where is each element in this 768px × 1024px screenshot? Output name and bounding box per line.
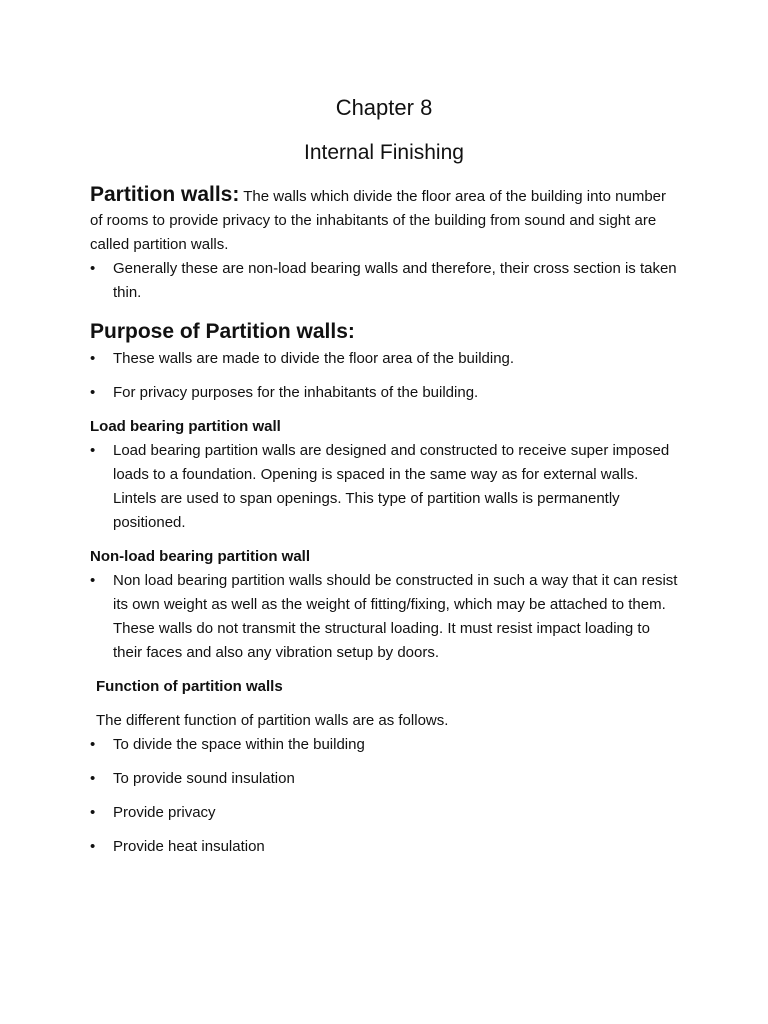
purpose-heading: Purpose of Partition walls: (90, 320, 355, 343)
list-item: • Non load bearing partition walls should be constructed in such a way that it can resist its own weight as well as the weight of fitting/fixing, which may be attached to them. These walls do not transmit the structural loading. It must resist impact loading to their faces and also any vibration setup by doors. (90, 569, 678, 665)
load-bearing-heading: Load bearing partition wall (90, 418, 281, 435)
list-item: • To provide sound insulation (90, 767, 678, 791)
intro-bullet-list (90, 257, 678, 305)
chapter-title: Chapter 8 (335, 95, 433, 120)
load-bearing-list (90, 439, 678, 535)
list-item: • Provide heat insulation (90, 835, 678, 859)
list-item: • Generally these are non-load bearing walls and therefore, their cross section is taken thin. (90, 257, 678, 305)
intro-term: Partition walls: (90, 183, 240, 206)
functions-heading: Function of partition walls (96, 678, 283, 695)
functions-list (90, 733, 678, 859)
functions-intro: The different function of partition walls are as follows. (96, 712, 449, 729)
list-item: • These walls are made to divide the floor area of the building. (90, 347, 678, 371)
non-load-bearing-heading: Non-load bearing partition wall (90, 548, 311, 565)
chapter-subtitle: Internal Finishing (304, 141, 464, 164)
non-load-bearing-list (90, 569, 678, 665)
list-item: • To divide the space within the building (90, 733, 678, 757)
intro-paragraph (90, 183, 678, 257)
intro-text: The walls which divide the floor area of the building into number of rooms to provide privacy to the inhabitants of the building from sound and sight are called partition walls. (90, 188, 666, 253)
list-item: • Load bearing partition walls are designed and constructed to receive super imposed loads to a foundation. Opening is spaced in the same way as for external walls. Lintels are used to span openings. This type of partition walls is permanently positioned. (90, 439, 678, 535)
purpose-list (90, 347, 678, 405)
list-item: • Provide privacy (90, 801, 678, 825)
list-item: • For privacy purposes for the inhabitants of the building. (90, 381, 678, 405)
